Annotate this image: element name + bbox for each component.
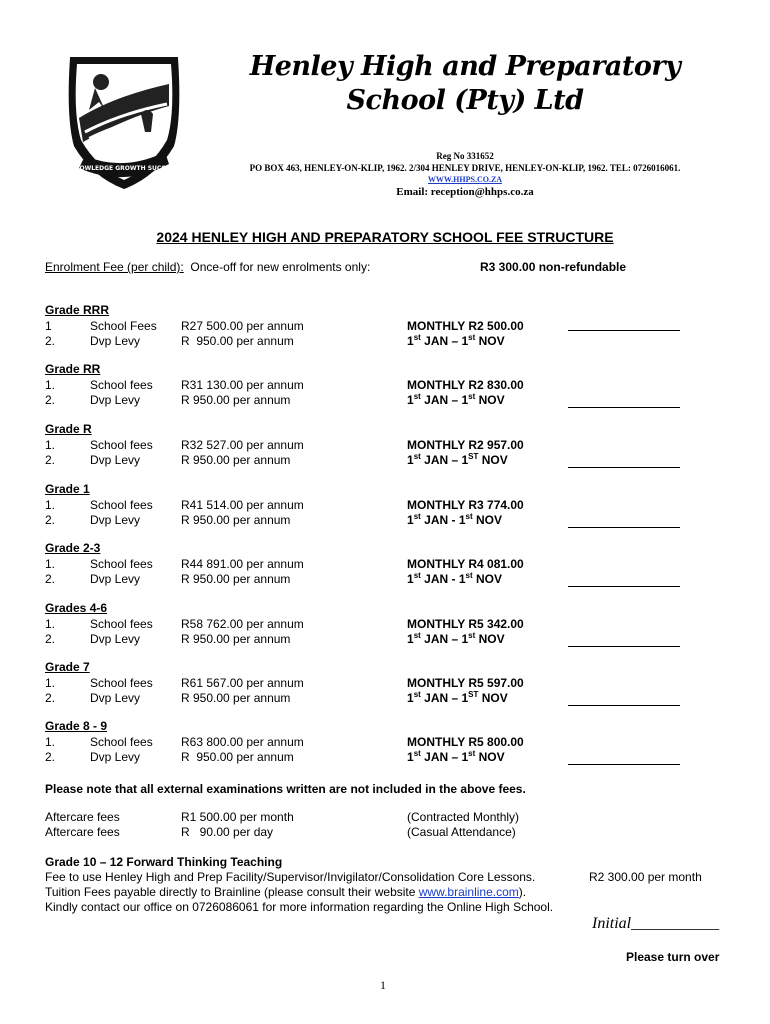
grade-title: Grades 4-6 [45, 601, 108, 615]
school-fees-amount: R41 514.00 per annum [181, 498, 304, 512]
row-number: 2. [45, 632, 56, 646]
dvp-levy-label: Dvp Levy [90, 393, 141, 407]
row-number: 2. [45, 750, 56, 764]
forward-title: Grade 10 – 12 Forward Thinking Teaching [45, 855, 283, 869]
dvp-levy-label: Dvp Levy [90, 691, 141, 705]
grade-title: Grade RR [45, 362, 101, 376]
payment-period-part: 1 [407, 513, 414, 527]
forward-line-2 [45, 885, 526, 899]
enrolment-label [45, 260, 370, 274]
payment-period-part: NOV [478, 691, 508, 705]
initial-blank-line[interactable] [568, 527, 680, 528]
payment-period-part: 1 [407, 453, 414, 467]
exam-note: Please note that all external examinations written are not included in the above fees. [45, 782, 526, 796]
school-fees-label: School fees [90, 735, 153, 749]
payment-period-part: JAN - 1 [420, 513, 466, 527]
dvp-levy-label: Dvp Levy [90, 750, 141, 764]
grade-title: Grade 8 - 9 [45, 719, 108, 733]
monthly-amount: MONTHLY R2 830.00 [407, 378, 524, 392]
payment-period-part: 1 [407, 334, 414, 348]
school-fees-label: School fees [90, 557, 153, 571]
school-crest [55, 48, 193, 192]
enrolment-value: R3 300.00 non-refundable [480, 260, 627, 274]
dvp-levy-label: Dvp Levy [90, 453, 141, 467]
dvp-levy-amount: R 950.00 per annum [181, 453, 291, 467]
dvp-levy-amount: R 950.00 per annum [181, 393, 291, 407]
aftercare-fee-2: R 90.00 per day [181, 825, 274, 839]
initial-blank-line[interactable] [568, 586, 680, 587]
row-number: 2. [45, 691, 56, 705]
document-title: 2024 HENLEY HIGH AND PREPARATORY SCHOOL FEE STRUCTURE [156, 229, 614, 245]
payment-period-part: JAN – 1 [420, 632, 469, 646]
monthly-amount: MONTHLY R5 342.00 [407, 617, 524, 631]
brainline-link[interactable]: www.brainline.com [418, 885, 519, 899]
payment-period [407, 691, 508, 705]
forward-line-2-end: ). [518, 885, 527, 899]
dvp-levy-amount: R 950.00 per annum [181, 513, 291, 527]
payment-period-part: st [468, 749, 476, 758]
payment-period [407, 513, 502, 527]
payment-period [407, 453, 508, 467]
payment-period-part: NOV [478, 453, 508, 467]
payment-period-part: NOV [472, 513, 502, 527]
monthly-amount: MONTHLY R2 500.00 [407, 319, 524, 333]
payment-period-part: 1 [407, 691, 414, 705]
grade-title: Grade R [45, 422, 92, 436]
payment-period-part: st [413, 690, 421, 699]
initial-field[interactable]: Initial___________ [592, 915, 720, 932]
initial-blank-line[interactable] [568, 330, 680, 331]
row-number: 2. [45, 453, 56, 467]
payment-period-part: ST [468, 452, 479, 461]
enrolment-desc: Once-off for new enrolments only: [190, 260, 371, 274]
initial-blank-line[interactable] [568, 407, 680, 408]
aftercare-label-2: Aftercare fees [45, 825, 120, 839]
row-number: 2. [45, 572, 56, 586]
payment-period [407, 393, 505, 407]
school-fees-label: School fees [90, 378, 153, 392]
payment-period-part: st [465, 571, 473, 580]
payment-period-part: 1 [407, 572, 414, 586]
page-number: 1 [380, 978, 386, 992]
payment-period [407, 750, 505, 764]
row-number: 1 [45, 319, 52, 333]
payment-period-part: st [413, 571, 421, 580]
school-fees-label: School fees [90, 438, 153, 452]
email: Email: reception@hhps.co.za [396, 186, 534, 198]
row-number: 1. [45, 438, 56, 452]
row-number: 1. [45, 617, 56, 631]
grade-title: Grade RRR [45, 303, 110, 317]
payment-period-part: ST [468, 690, 479, 699]
enrolment-fee-label: Enrolment Fee (per child): [45, 260, 184, 274]
payment-period-part: st [468, 333, 476, 342]
school-fees-amount: R44 891.00 per annum [181, 557, 304, 571]
school-fees-amount: R32 527.00 per annum [181, 438, 304, 452]
dvp-levy-amount: R 950.00 per annum [181, 750, 294, 764]
forward-line-1: Fee to use Henley High and Prep Facility/Supervisor/Invigilator/Consolidation Core Lessons. [45, 870, 536, 884]
row-number: 1. [45, 735, 56, 749]
payment-period-part: JAN – 1 [420, 393, 469, 407]
dvp-levy-label: Dvp Levy [90, 513, 141, 527]
payment-period-part: JAN – 1 [420, 334, 469, 348]
initial-blank-line[interactable] [568, 764, 680, 765]
grade-title: Grade 1 [45, 482, 90, 496]
forward-line-2-text: Tuition Fees payable directly to Brainline (please consult their website [45, 885, 419, 899]
payment-period-part: 1 [407, 750, 414, 764]
payment-period [407, 572, 502, 586]
school-fees-amount: R63 800.00 per annum [181, 735, 304, 749]
monthly-amount: MONTHLY R5 800.00 [407, 735, 524, 749]
forward-fee: R2 300.00 per month [589, 870, 702, 884]
payment-period-part: JAN – 1 [420, 750, 469, 764]
school-fees-label: School fees [90, 498, 153, 512]
forward-line-3: Kindly contact our office on 0726086061 for more information regarding the Online High School. [45, 900, 554, 914]
school-name: Henley High and Preparatory School (Pty) Ltd [249, 51, 681, 116]
payment-period [407, 632, 505, 646]
payment-period-part: 1 [407, 393, 414, 407]
payment-period [407, 334, 505, 348]
aftercare-note-2: (Casual Attendance) [407, 825, 516, 839]
payment-period-part: st [413, 749, 421, 758]
monthly-amount: MONTHLY R3 774.00 [407, 498, 524, 512]
dvp-levy-amount: R 950.00 per annum [181, 691, 291, 705]
payment-period-part: st [413, 333, 421, 342]
monthly-amount: MONTHLY R4 081.00 [407, 557, 524, 571]
school-fees-label: School fees [90, 676, 153, 690]
school-fees-label: School Fees [90, 319, 157, 333]
grade-title: Grade 2-3 [45, 541, 101, 555]
dvp-levy-label: Dvp Levy [90, 572, 141, 586]
row-number: 1. [45, 676, 56, 690]
payment-period-part: JAN - 1 [420, 572, 466, 586]
school-fees-amount: R31 130.00 per annum [181, 378, 304, 392]
school-fees-label: School fees [90, 617, 153, 631]
aftercare-label-1: Aftercare fees [45, 810, 120, 824]
aftercare-note-1: (Contracted Monthly) [407, 810, 520, 824]
school-fees-amount: R27 500.00 per annum [181, 319, 304, 333]
address: PO BOX 463, HENLEY-ON-KLIP, 1962. 2/304 HENLEY DRIVE, HENLEY-ON-KLIP, 1962. TEL: 0726016061. [249, 163, 681, 173]
aftercare-fee-1: R1 500.00 per month [181, 810, 294, 824]
dvp-levy-label: Dvp Levy [90, 632, 141, 646]
school-fees-amount: R58 762.00 per annum [181, 617, 304, 631]
row-number: 2. [45, 513, 56, 527]
payment-period-part: st [468, 392, 476, 401]
payment-period-part: NOV [475, 393, 505, 407]
reg-number: Reg No 331652 [436, 151, 494, 161]
row-number: 1. [45, 557, 56, 571]
dvp-levy-label: Dvp Levy [90, 334, 141, 348]
payment-period-part: JAN – 1 [420, 453, 469, 467]
website-link[interactable]: WWW.HHPS.CO.ZA [427, 175, 503, 184]
crest-motto: KNOWLEDGE GROWTH SUCCESS [69, 165, 179, 172]
initial-blank-line[interactable] [568, 705, 680, 706]
monthly-amount: MONTHLY R5 597.00 [407, 676, 524, 690]
payment-period-part: JAN – 1 [420, 691, 469, 705]
dvp-levy-amount: R 950.00 per annum [181, 572, 291, 586]
payment-period-part: NOV [475, 750, 505, 764]
payment-period-part: st [465, 512, 473, 521]
dvp-levy-amount: R 950.00 per annum [181, 632, 291, 646]
payment-period-part: 1 [407, 632, 414, 646]
payment-period-part: st [413, 392, 421, 401]
row-number: 2. [45, 334, 56, 348]
payment-period-part: st [413, 631, 421, 640]
turn-over-note: Please turn over [626, 950, 720, 964]
initial-blank-line[interactable] [568, 646, 680, 647]
row-number: 2. [45, 393, 56, 407]
monthly-amount: MONTHLY R2 957.00 [407, 438, 524, 452]
payment-period-part: NOV [475, 334, 505, 348]
row-number: 1. [45, 498, 56, 512]
grade-title: Grade 7 [45, 660, 90, 674]
initial-blank-line[interactable] [568, 467, 680, 468]
dvp-levy-amount: R 950.00 per annum [181, 334, 294, 348]
payment-period-part: st [468, 631, 476, 640]
row-number: 1. [45, 378, 56, 392]
payment-period-part: st [413, 512, 421, 521]
payment-period-part: NOV [475, 632, 505, 646]
payment-period-part: NOV [472, 572, 502, 586]
school-fees-amount: R61 567.00 per annum [181, 676, 304, 690]
payment-period-part: st [413, 452, 421, 461]
